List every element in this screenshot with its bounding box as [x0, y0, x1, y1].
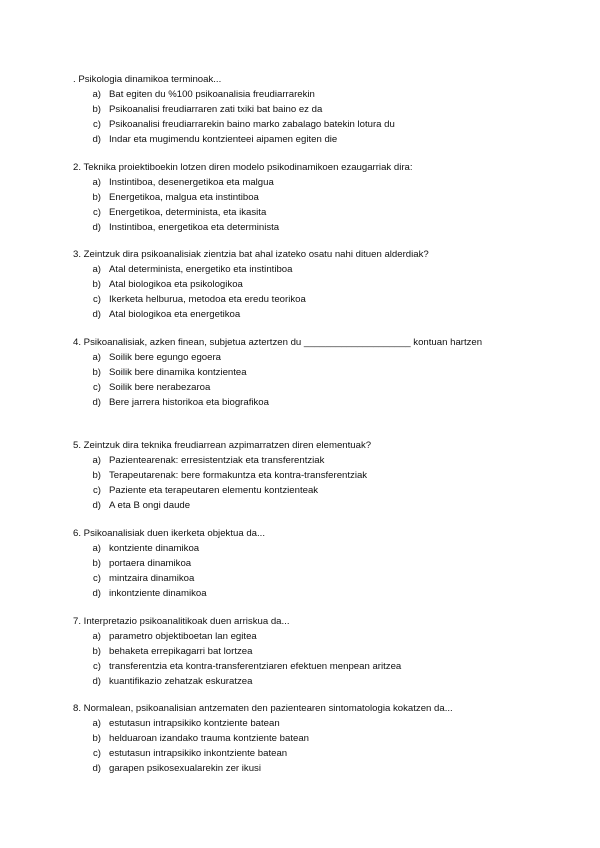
question-6: [73, 526, 533, 601]
answer-options: [73, 541, 533, 601]
option-text: estutasun intrapsikiko inkontziente batean: [109, 748, 288, 759]
question-text: 4. Psikoanalisiak, azken finean, subjetua aztertzen du ____________________ kontuan hartzen: [73, 337, 483, 348]
answer-option-c: [73, 292, 533, 307]
answer-option-d: [73, 220, 533, 235]
answer-option-a: [73, 541, 533, 556]
option-text: Atal biologikoa eta energetikoa: [109, 309, 241, 320]
option-letter: d): [92, 309, 101, 320]
option-letter: b): [92, 646, 101, 657]
answer-option-a: [73, 629, 533, 644]
answer-option-a: [73, 716, 533, 731]
option-letter: c): [93, 573, 101, 584]
answer-option-a: [73, 453, 533, 468]
option-letter: d): [92, 676, 101, 687]
answer-option-c: [73, 746, 533, 761]
answer-option-b: [73, 277, 533, 292]
answer-option-c: [73, 483, 533, 498]
option-text: inkontziente dinamikoa: [109, 588, 207, 599]
answer-option-a: [73, 175, 533, 190]
answer-options: [73, 453, 533, 513]
option-letter: d): [92, 588, 101, 599]
answer-option-d: [73, 761, 533, 776]
option-text: behaketa errepikagarri bat lortzea: [109, 646, 253, 657]
option-text: Indar eta mugimendu kontzienteei aipamen egiten die: [109, 134, 338, 145]
option-letter: d): [92, 134, 101, 145]
answer-option-b: [73, 731, 533, 746]
answer-option-b: [73, 556, 533, 571]
answer-options: [73, 262, 533, 322]
question-text: 8. Normalean, psikoanalisian antzematen den pazientearen sintomatologia kokatzen da...: [73, 703, 453, 714]
answer-option-c: [73, 205, 533, 220]
option-text: Paziente eta terapeutaren elementu kontzienteak: [109, 485, 319, 496]
option-text: Bat egiten du %100 psikoanalisia freudiarrarekin: [109, 89, 315, 100]
option-text: Soilik bere dinamika kontzientea: [109, 367, 247, 378]
option-text: Atal determinista, energetiko eta instintiboa: [109, 264, 293, 275]
option-text: Ikerketa helburua, metodoa eta eredu teorikoa: [109, 294, 306, 305]
option-text: Energetikoa, determinista, eta ikasita: [109, 207, 267, 218]
option-letter: c): [93, 485, 101, 496]
answer-option-d: [73, 498, 533, 513]
option-letter: b): [92, 558, 101, 569]
question-7: [73, 614, 533, 689]
answer-option-d: [73, 132, 533, 147]
answer-options: [73, 87, 533, 147]
question-text: 5. Zeintzuk dira teknika freudiarrean azpimarratzen diren elementuak?: [73, 440, 372, 451]
answer-option-c: [73, 659, 533, 674]
option-letter: b): [92, 470, 101, 481]
option-letter: d): [92, 222, 101, 233]
option-letter: d): [92, 763, 101, 774]
answer-options: [73, 716, 533, 776]
answer-option-b: [73, 365, 533, 380]
question-text: 7. Interpretazio psikoanalitikoak duen arriskua da...: [73, 616, 290, 627]
answer-option-d: [73, 395, 533, 410]
answer-option-b: [73, 190, 533, 205]
question-text: 2. Teknika proiektiboekin lotzen diren modelo psikodinamikoen ezaugarriak dira:: [73, 162, 413, 173]
answer-option-b: [73, 644, 533, 659]
question-8: [73, 701, 533, 776]
option-letter: a): [92, 543, 101, 554]
option-text: transferentzia eta kontra-transferentziaren efektuen menpean aritzea: [109, 661, 402, 672]
answer-option-a: [73, 262, 533, 277]
question-5: [73, 438, 533, 513]
option-text: Instintiboa, desenergetikoa eta malgua: [109, 177, 274, 188]
option-text: Psikoanalisi freudiarrarekin baino marko zabalago batekin lotura du: [109, 119, 395, 130]
option-text: mintzaira dinamikoa: [109, 573, 195, 584]
option-text: Pazientearenak: erresistentziak eta transferentziak: [109, 455, 325, 466]
option-letter: c): [93, 119, 101, 130]
option-letter: b): [92, 733, 101, 744]
answer-option-c: [73, 571, 533, 586]
option-letter: c): [93, 661, 101, 672]
option-letter: a): [92, 455, 101, 466]
answer-option-d: [73, 674, 533, 689]
option-letter: c): [93, 748, 101, 759]
option-text: helduaroan izandako trauma kontziente batean: [109, 733, 310, 744]
option-text: Soilik bere egungo egoera: [109, 352, 222, 363]
option-letter: b): [92, 104, 101, 115]
answer-option-a: [73, 350, 533, 365]
answer-options: [73, 350, 533, 410]
option-text: kuantifikazio zehatzak eskuratzea: [109, 676, 253, 687]
option-letter: c): [93, 207, 101, 218]
answer-options: [73, 175, 533, 235]
question-text: . Psikologia dinamikoa terminoak...: [73, 74, 222, 85]
option-text: Atal biologikoa eta psikologikoa: [109, 279, 243, 290]
option-text: garapen psikosexualarekin zer ikusi: [109, 763, 261, 774]
option-letter: a): [92, 177, 101, 188]
option-text: estutasun intrapsikiko kontziente batean: [109, 718, 280, 729]
answer-option-c: [73, 117, 533, 132]
option-letter: b): [92, 367, 101, 378]
option-letter: b): [92, 192, 101, 203]
answer-options: [73, 629, 533, 689]
question-2: [73, 160, 533, 235]
answer-option-b: [73, 468, 533, 483]
answer-option-d: [73, 307, 533, 322]
answer-option-b: [73, 102, 533, 117]
option-text: Terapeutarenak: bere formakuntza eta kontra-transferentziak: [109, 470, 368, 481]
question-text: 3. Zeintzuk dira psikoanalisiak zientzia bat ahal izateko osatu nahi dituen alderdiak?: [73, 249, 429, 260]
option-text: kontziente dinamikoa: [109, 543, 200, 554]
option-text: Bere jarrera historikoa eta biografikoa: [109, 397, 269, 408]
option-letter: a): [92, 89, 101, 100]
option-letter: c): [93, 382, 101, 393]
answer-option-d: [73, 586, 533, 601]
option-text: Soilik bere nerabezaroa: [109, 382, 211, 393]
option-letter: d): [92, 397, 101, 408]
answer-option-c: [73, 380, 533, 395]
question-3: [73, 247, 533, 322]
option-text: portaera dinamikoa: [109, 558, 192, 569]
option-letter: a): [92, 352, 101, 363]
option-text: A eta B ongi daude: [109, 500, 191, 511]
option-text: Psikoanalisi freudiarraren zati txiki bat baino ez da: [109, 104, 323, 115]
option-letter: c): [93, 294, 101, 305]
option-letter: b): [92, 279, 101, 290]
option-text: parametro objektiboetan lan egitea: [109, 631, 257, 642]
option-text: Energetikoa, malgua eta instintiboa: [109, 192, 259, 203]
option-letter: a): [92, 631, 101, 642]
answer-option-a: [73, 87, 533, 102]
question-4: [73, 335, 533, 410]
question-text: 6. Psikoanalisiak duen ikerketa objektua da...: [73, 528, 265, 539]
option-letter: a): [92, 718, 101, 729]
option-letter: d): [92, 500, 101, 511]
question-1: [73, 72, 533, 147]
option-text: Instintiboa, energetikoa eta determinista: [109, 222, 280, 233]
option-letter: a): [92, 264, 101, 275]
